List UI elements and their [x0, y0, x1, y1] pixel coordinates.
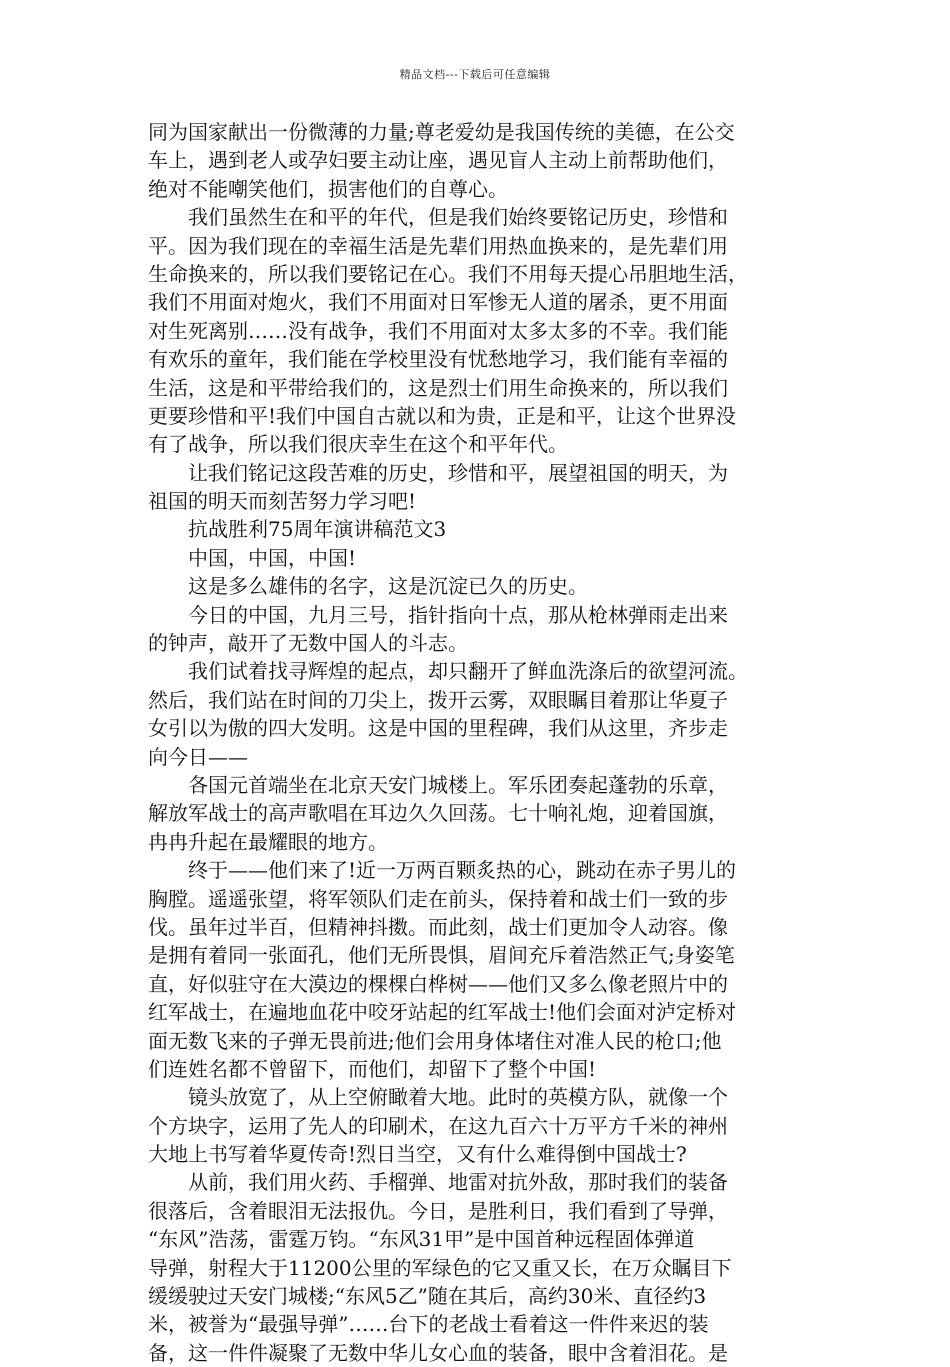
paragraph-line: 然后，我们站在时间的刀尖上，拨开云雾，双眼瞩目着那让华夏子	[148, 687, 728, 712]
paragraph-line: 中国，中国，中国!	[188, 545, 357, 570]
paragraph	[148, 118, 828, 203]
paragraph-line: 很落后，含着眼泪无法报仇。今日，是胜利日，我们看到了导弹，	[148, 1198, 728, 1223]
paragraph-line: 有了战争，所以我们很庆幸生在这个和平年代。	[148, 432, 568, 457]
paragraph-line: 大地上书写着华夏传奇!烈日当空，又有什么难得倒中国战士?	[148, 1142, 687, 1167]
paragraph-line: 这是多么雄伟的名字，这是沉淀已久的历史。	[188, 574, 588, 599]
paragraph-line: 米，被誉为“最强导弹”……台下的老战士看着这一件件来迟的装	[148, 1312, 709, 1337]
paragraph-line: 各国元首端坐在北京天安门城楼上。军乐团奏起蓬勃的乐章，	[188, 772, 728, 797]
paragraph	[148, 203, 828, 459]
page-header: 精品文档---下载后可任意编辑	[399, 68, 551, 81]
paragraph-line: 们连姓名都不曾留下，而他们，却留下了整个中国!	[148, 1056, 597, 1081]
paragraph	[148, 601, 828, 658]
paragraph-line: 个方块字，运用了先人的印刷术，在这九百六十万平方千米的神州	[148, 1113, 728, 1138]
paragraph-line: 有欢乐的童年，我们能在学校里没有忧愁地学习，我们能有幸福的	[148, 347, 728, 372]
paragraph-line: 红军战士，在遍地血花中咬牙站起的红军战士!他们会面对泸定桥对	[148, 1000, 737, 1025]
paragraph-line: 抗战胜利75周年演讲稿范文3	[188, 517, 447, 542]
paragraph-line: 生命换来的，所以我们要铭记在心。我们不用每天提心吊胆地生活，	[148, 261, 748, 286]
paragraph-line: 生活，这是和平带给我们的，这是烈士们用生命换来的，所以我们	[148, 375, 728, 400]
paragraph	[148, 1083, 828, 1168]
paragraph-line: 祖国的明天而刻苦努力学习吧!	[148, 489, 417, 514]
paragraph-line: 导弹，射程大于11200公里的军绿色的它又重又长，在万众瞩目下	[148, 1255, 732, 1280]
paragraph-line: 伐。虽年过半百，但精神抖擞。而此刻，战士们更加令人动容。像	[148, 914, 728, 939]
paragraph-line: 解放军战士的高声歌唱在耳边久久回荡。七十响礼炮，迎着国旗，	[148, 801, 728, 826]
paragraph	[148, 1168, 828, 1367]
paragraph-line: 车上，遇到老人或孕妇要主动让座，遇见盲人主动上前帮助他们，	[148, 148, 728, 173]
paragraph	[148, 572, 828, 600]
paragraph-line: 今日的中国，九月三号，指针指向十点，那从枪林弹雨走出来	[188, 602, 728, 627]
paragraph-line: 女引以为傲的四大发明。这是中国的里程碑，我们从这里，齐步走	[148, 716, 728, 741]
paragraph-line: 终于——他们来了!近一万两百颗炙热的心，跳动在赤子男儿的	[188, 858, 737, 883]
paragraph-line: 让我们铭记这段苦难的历史，珍惜和平，展望祖国的明天，为	[188, 460, 728, 485]
paragraph-line: 我们虽然生在和平的年代，但是我们始终要铭记历史，珍惜和	[188, 205, 728, 230]
paragraph-line: 胸膛。遥遥张望，将军领队们走在前头，保持着和战士们一致的步	[148, 886, 728, 911]
paragraph-line: 同为国家献出一份微薄的力量;尊老爱幼是我国传统的美德，在公交	[148, 120, 735, 144]
paragraph-line: 是拥有着同一张面孔，他们无所畏惧，眉间充斥着浩然正气;身姿笔	[148, 943, 735, 968]
paragraph-line: 面无数飞来的子弹无畏前进;他们会用身体堵住对准人民的枪口;他	[148, 1028, 722, 1053]
paragraph	[148, 459, 828, 516]
paragraph-line: “东风”浩荡，雷霆万钧。“东风31甲”是中国首种远程固体弹道	[148, 1227, 695, 1252]
paragraph-line: 的钟声，敲开了无数中国人的斗志。	[148, 631, 468, 656]
paragraph-line: 我们不用面对炮火，我们不用面对日军惨无人道的屠杀，更不用面	[148, 290, 728, 315]
paragraph-line: 从前，我们用火药、手榴弹、地雷对抗外敌，那时我们的装备	[188, 1170, 728, 1195]
paragraph-line: 直，好似驻守在大漠边的棵棵白桦树——他们又多么像老照片中的	[148, 971, 728, 996]
paragraph-line: 缓缓驶过天安门城楼;“东风5乙”随在其后，高约30米、直径约3	[148, 1284, 707, 1309]
paragraph	[148, 657, 828, 771]
paragraph-line: 向今日——	[148, 744, 248, 769]
paragraph-line: 平。因为我们现在的幸福生活是先辈们用热血换来的，是先辈们用	[148, 233, 728, 258]
paragraph-line: 冉冉升起在最耀眼的地方。	[148, 829, 388, 854]
paragraph-line: 更要珍惜和平!我们中国自古就以和为贵，正是和平，让这个世界没	[148, 403, 737, 428]
paragraph-line: 备，这一件件凝聚了无数中华儿女心血的装备，眼中含着泪花。是	[148, 1340, 728, 1365]
paragraph-line: 对生死离别……没有战争，我们不用面对太多太多的不幸。我们能	[148, 318, 728, 343]
paragraph	[148, 856, 828, 1083]
paragraph	[148, 771, 828, 856]
paragraph	[148, 544, 828, 572]
paragraph	[148, 515, 828, 543]
paragraph-line: 镜头放宽了，从上空俯瞰着大地。此时的英模方队，就像一个	[188, 1085, 728, 1110]
paragraph-line: 我们试着找寻辉煌的起点，却只翻开了鲜血洗涤后的欲望河流。	[188, 659, 748, 684]
paragraph-line: 绝对不能嘲笑他们，损害他们的自尊心。	[148, 176, 508, 201]
document-body	[148, 118, 828, 1367]
